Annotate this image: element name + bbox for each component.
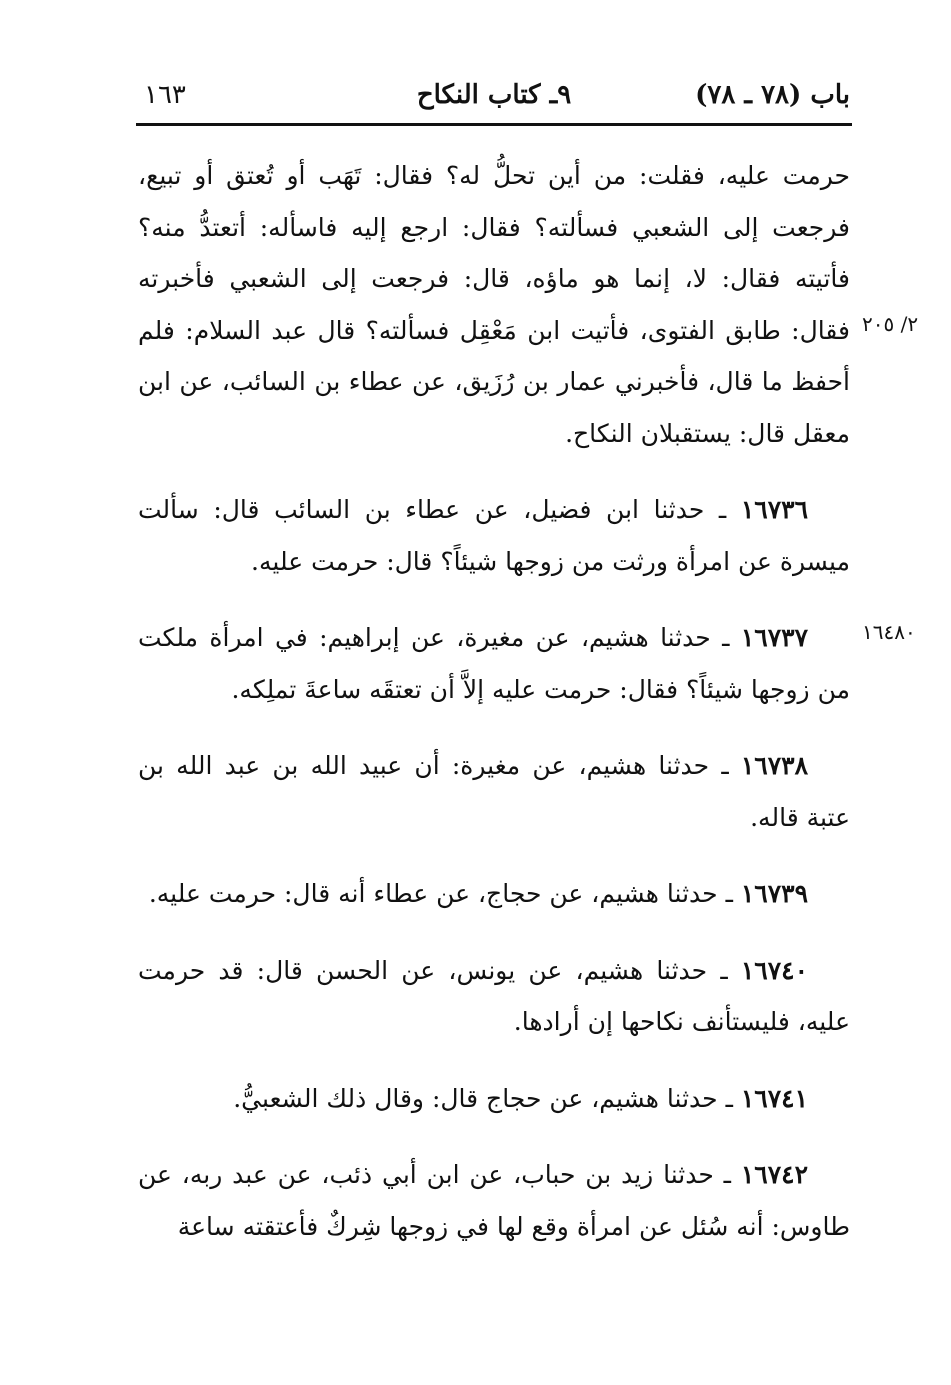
hadith-text: ـ حدثنا هشيم، عن يونس، عن الحسن قال: قد حرمت عليه، فليستأنف نكاحها إن أرادها.: [138, 955, 850, 1036]
continuation-paragraph: حرمت عليه، فقلت: من أين تحلُّ له؟ فقال: تَهَب أو تُعتق أو تبيع، فرجعت إلى الشعبي فسألته؟ فقال: ارجع إليه فاسأله: أتعتدُّ منه؟ فأتيته فقال: لا، إنما هو ماؤه، قال: فرجعت إلى الشعبي فأخبرته فقال: طابق الفتوى، فأتيت ابن مَعْقِل فسألته؟ قال عبد السلام: فلم أحفظ ما قال، فأخبرني عمار بن رُزَيق، عن عطاء بن السائب، عن ابن معقل قال: يستقبلان النكاح.: [138, 161, 850, 448]
hadith-text: ـ حدثنا ابن فضيل، عن عطاء بن السائب قال: سألت ميسرة عن امرأة ورثت من زوجها شيئاً؟ قال: حرمت عليه.: [138, 495, 850, 576]
margin-volume-ref: ٢/ ٢٠٥: [862, 312, 919, 336]
header-rule: [136, 123, 852, 126]
hadith-text: ـ حدثنا هشيم، عن حجاج قال: وقال ذلك الشعبيُّ.: [233, 1083, 733, 1113]
hadith-entry: [138, 484, 850, 587]
page-body: [138, 150, 850, 1252]
hadith-text: ـ حدثنا هشيم، عن مغيرة، عن إبراهيم: في امرأة ملكت من زوجها شيئاً؟ فقال: حرمت عليه إلاَّ أن تعتقَه ساعةَ تملِكه.: [138, 623, 850, 704]
hadith-entry: [138, 612, 850, 715]
hadith-text: ـ حدثنا زيد بن حباب، عن ابن أبي ذئب، عن عبد ربه، عن طاوس: أنه سُئل عن امرأة وقع لها في زوجها شِركٌ فأعتقته ساعة: [138, 1160, 850, 1241]
hadith-number: ١٦٧٤٢: [740, 1160, 808, 1189]
page-number: ١٦٣: [144, 80, 186, 110]
hadith-number: ١٦٧٣٧: [740, 623, 809, 652]
hadith-number: ١٦٧٤١: [740, 1083, 808, 1113]
book-title: ٩ـ كتاب النكاح: [416, 80, 572, 110]
hadith-number: ١٦٧٤٠: [740, 955, 808, 985]
hadith-number: ١٦٧٣٨: [740, 751, 808, 780]
hadith-entry: [138, 868, 850, 920]
page-header: [138, 80, 850, 120]
hadith-text: ـ حدثنا هشيم، عن مغيرة: أن عبيد الله بن عبد الله بن عتبة قاله.: [138, 751, 850, 832]
margin-cross-ref: ١٦٤٨٠: [862, 620, 916, 644]
chapter-range: باب (٧٨ ـ ٧٨): [695, 80, 850, 110]
hadith-number: ١٦٧٣٦: [740, 495, 809, 524]
hadith-entry: [138, 945, 850, 1048]
hadith-text: ـ حدثنا هشيم، عن حجاج، عن عطاء أنه قال: حرمت عليه.: [148, 879, 733, 908]
hadith-entry: [138, 740, 850, 843]
hadith-entry: [138, 1149, 850, 1252]
hadith-entry: [138, 1073, 850, 1125]
hadith-number: ١٦٧٣٩: [740, 879, 808, 908]
